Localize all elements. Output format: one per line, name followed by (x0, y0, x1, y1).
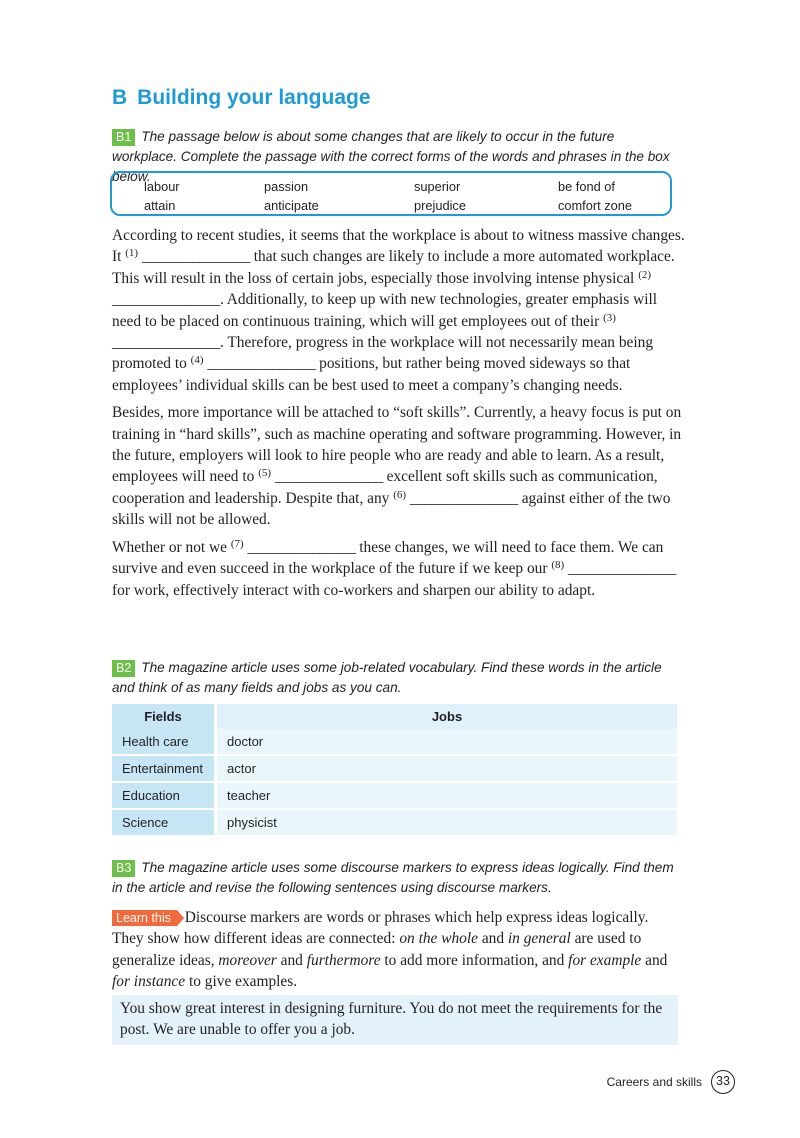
passage-text: these changes, we will need to face them. We can survive and even succeed in the workplace of the future if we keep our (112, 538, 664, 578)
b2-instruction-text: The magazine article uses some job-related vocabulary. Find these words in the article and think of as many fields and jobs as you can. (112, 660, 662, 695)
job-cell: actor (216, 755, 678, 782)
blank-line: _______________ (112, 291, 220, 309)
learn-text: and (641, 951, 668, 969)
word-box (110, 171, 672, 216)
section-title (112, 86, 371, 110)
word-item: attain (144, 198, 176, 213)
field-cell: Health care (112, 729, 216, 755)
b3-instruction-text: The magazine article uses some discourse markers to express ideas logically. Find them in the article and revise the following sentences using discourse markers. (112, 860, 674, 895)
blank-number: (2) (638, 268, 652, 281)
section-title-text: Building your language (137, 86, 371, 109)
blank-line: _______________ (247, 538, 356, 556)
b3-instruction (112, 858, 682, 898)
table-row (112, 809, 677, 836)
word-item: anticipate (264, 198, 319, 213)
learn-text: to add more information, and (380, 951, 569, 969)
passage-text: against either of the two skills will not be allowed. (112, 489, 671, 529)
field-cell: Education (112, 782, 216, 809)
passage-paragraph-2 (112, 402, 687, 530)
table-row (112, 729, 677, 755)
example-sentences-box: You show great interest in designing furniture. You do not meet the requirements for the post. We are unable to offer you a job. (112, 995, 678, 1045)
blank-line: _______________ (207, 355, 316, 373)
blank-line: _______________ (409, 489, 518, 507)
passage-paragraph-3 (112, 537, 687, 601)
learn-this-box (112, 907, 682, 993)
blank-line: _______________ (274, 468, 383, 486)
passage-text: Whether or not we (112, 538, 231, 556)
blank-number: (4) (190, 354, 204, 367)
passage-text: that such changes are likely to include a more automated workplace. This will result in the loss of certain jobs, especially those involving intense physical (112, 248, 675, 287)
b2-tag: B2 (112, 660, 135, 677)
learn-example-term: moreover (218, 951, 277, 969)
blank-line: _______________ (112, 334, 220, 352)
learn-text: are used to generalize ideas, (112, 930, 642, 969)
header-jobs: Jobs (216, 704, 678, 729)
word-item: labour (144, 179, 180, 194)
field-cell: Science (112, 809, 216, 836)
passage-text: Besides, more importance will be attached to “soft skills”. Currently, a heavy focus is put on training in “hard skills”, such as machine operating and software programming. However, in the future, employers will look to hire people who are ready and able to learn. As a result, employees will need to (112, 404, 682, 486)
learn-example-term: on the whole (399, 930, 478, 948)
learn-this-tag: Learn this (112, 910, 177, 926)
learn-text: and (276, 951, 307, 969)
b1-tag: B1 (112, 129, 135, 146)
passage-text: excellent soft skills such as communication, cooperation and leadership. Despite that, any (112, 468, 658, 507)
blank-number: (6) (393, 488, 407, 501)
header-fields: Fields (112, 704, 216, 729)
passage-text: for work, effectively interact with co-workers and sharpen our ability to adapt. (112, 581, 596, 599)
field-cell: Entertainment (112, 755, 216, 782)
blank-number: (1) (125, 247, 139, 260)
passage-paragraph-1 (112, 225, 687, 396)
word-item: comfort zone (558, 198, 632, 213)
learn-text: Discourse markers are words or phrases which help express ideas logically. They show how different ideas are connected: (112, 909, 649, 948)
section-letter: B (112, 86, 128, 109)
b2-instruction (112, 658, 682, 698)
word-item: prejudice (414, 198, 466, 213)
blank-number: (3) (603, 311, 616, 324)
word-item: superior (414, 179, 461, 194)
passage-text: . Therefore, progress in the workplace will not necessarily mean being promoted to (112, 334, 654, 373)
job-cell: teacher (216, 782, 678, 809)
passage-text: According to recent studies, it seems that the workplace is about to witness massive changes. It (112, 227, 685, 266)
passage-text: . Additionally, to keep up with new technologies, greater emphasis will need to be placed on continuous training, which will get employees out of their (112, 291, 658, 330)
learn-text: to give examples. (185, 973, 298, 991)
learn-example-term: for instance (112, 973, 186, 991)
blank-line: _______________ (568, 560, 676, 578)
footer-label: Careers and skills (606, 1075, 702, 1089)
blank-number: (7) (230, 537, 244, 550)
blank-number: (5) (258, 467, 272, 480)
word-item: passion (264, 179, 309, 194)
learn-example-term: furthermore (306, 951, 381, 969)
passage-text: positions, but rather being moved sideways so that employees’ individual skills can be best used to meet a company’s changing needs. (112, 355, 631, 394)
b3-tag: B3 (112, 860, 135, 877)
table-row (112, 755, 677, 782)
table-header-row (112, 704, 677, 729)
b1-passage (112, 225, 687, 607)
job-cell: doctor (216, 729, 678, 755)
fields-jobs-table (112, 704, 677, 837)
learn-text: and (477, 930, 508, 948)
page-number: 33 (711, 1070, 735, 1094)
blank-line: _______________ (141, 248, 250, 266)
word-item: be fond of (558, 179, 615, 194)
learn-example-term: in general (507, 930, 571, 948)
learn-example-term: for example (568, 951, 642, 969)
b1-instruction-text: The passage below is about some changes that are likely to occur in the future workplace. Complete the passage with the correct forms of the words and phrases in the box below. (112, 129, 670, 184)
table-row (112, 782, 677, 809)
job-cell: physicist (216, 809, 678, 836)
blank-number: (8) (551, 559, 565, 572)
